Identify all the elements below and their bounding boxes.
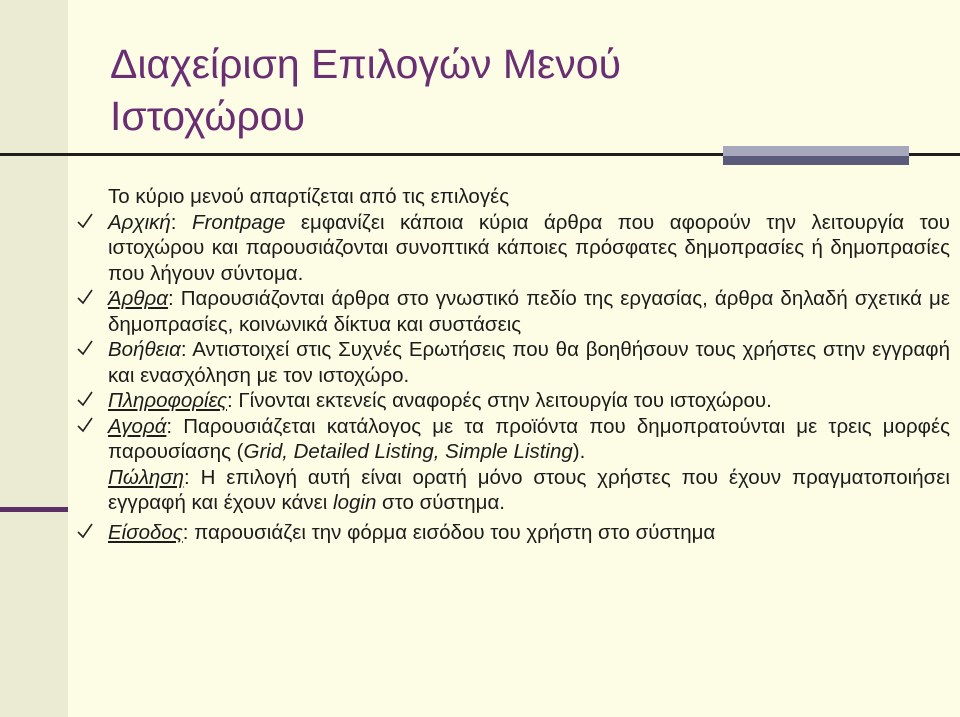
checkmark-icon — [76, 416, 94, 434]
item-text-emphasis: Grid, Detailed Listing, Simple Listing — [243, 440, 573, 463]
item-text-emphasis: login — [333, 491, 377, 514]
slide-title — [110, 38, 810, 142]
list-item-arxiki — [108, 210, 950, 287]
list-item-polisi — [108, 465, 950, 516]
list-item-eisodos — [108, 520, 950, 546]
item-colon: : — [226, 389, 233, 412]
item-text — [177, 211, 192, 234]
item-text: Παρουσιάζονται άρθρα στο γνωστικό πεδίο της εργασίας, άρθρα δηλαδή σχετικά με δημοπρασίες, κοινωνικά δίκτυα και συστάσεις — [108, 287, 950, 336]
item-text: Αντιστοιχεί στις Συχνές Ερωτήσεις που θα βοηθήσουν τους χρήστες στην εγγραφή και ενασχόληση με τον ιστοχώρο. — [108, 338, 950, 387]
list-item-plirofories — [108, 388, 950, 414]
slide-title-line-2: Ιστοχώρου — [110, 93, 305, 139]
intro-text: Το κύριο μενού απαρτίζεται από τις επιλογές — [108, 185, 510, 208]
checkmark-icon — [76, 522, 94, 540]
item-text-continued: ). — [572, 440, 586, 463]
checkmark-icon — [76, 339, 94, 357]
list-item-voitheia — [108, 337, 950, 388]
item-text-emphasis: Frontpage — [191, 210, 286, 234]
item-text: Γίνονται εκτενείς αναφορές στην λειτουργία του ιστοχώρου. — [232, 389, 772, 412]
checkmark-icon — [76, 288, 94, 306]
item-colon: : — [170, 210, 177, 234]
item-label: Αρχική — [108, 210, 171, 234]
item-text: παρουσιάζει την φόρμα εισόδου του χρήστη στο σύστημα — [188, 520, 716, 544]
checkmark-icon — [76, 390, 94, 408]
slide-body — [108, 184, 950, 545]
item-text: Η επιλογή αυτή είναι ορατή μόνο στους χρήστες που έχουν πραγματοποιήσει εγγραφή και έχουν κάνει — [108, 465, 950, 514]
item-text-continued: εμφανίζει κάποια κύρια άρθρα που αφορούν την λειτουργία του ιστοχώρου και παρουσιάζονται συνοπτικά κάποιες πρόσφατες δημοπρασίες ή δημοπρασίες που λήγουν σύντομα. — [108, 210, 950, 285]
list-item-agora — [108, 414, 950, 465]
item-colon: : — [166, 414, 173, 438]
checkmark-icon — [76, 212, 94, 230]
item-text: Παρουσιάζεται κατάλογος με τα προϊόντα που δημοπρατούνται με τρεις μορφές παρουσίασης ( — [108, 414, 950, 463]
divider-accent-box-dark — [723, 156, 909, 165]
side-accent-mark — [0, 507, 68, 512]
menu-options-list — [108, 210, 950, 546]
item-label-link[interactable]: Αγορά — [108, 414, 167, 438]
list-item-arthra — [108, 286, 950, 337]
item-colon: : — [167, 287, 174, 310]
item-text-continued: στο σύστημα. — [376, 491, 505, 514]
item-label-link[interactable]: Πληροφορίες — [108, 389, 227, 412]
item-colon: : — [184, 465, 190, 489]
item-colon: : — [182, 520, 189, 544]
item-label-link[interactable]: Άρθρα — [108, 287, 168, 310]
item-label-link[interactable]: Πώληση — [108, 465, 185, 489]
item-colon: : — [180, 338, 187, 361]
item-label: Βοήθεια — [108, 338, 181, 361]
slide-title-line-1: Διαχείριση Επιλογών Μενού — [110, 41, 622, 87]
item-label-link[interactable]: Είσοδος — [108, 520, 183, 544]
side-panel — [0, 0, 68, 717]
